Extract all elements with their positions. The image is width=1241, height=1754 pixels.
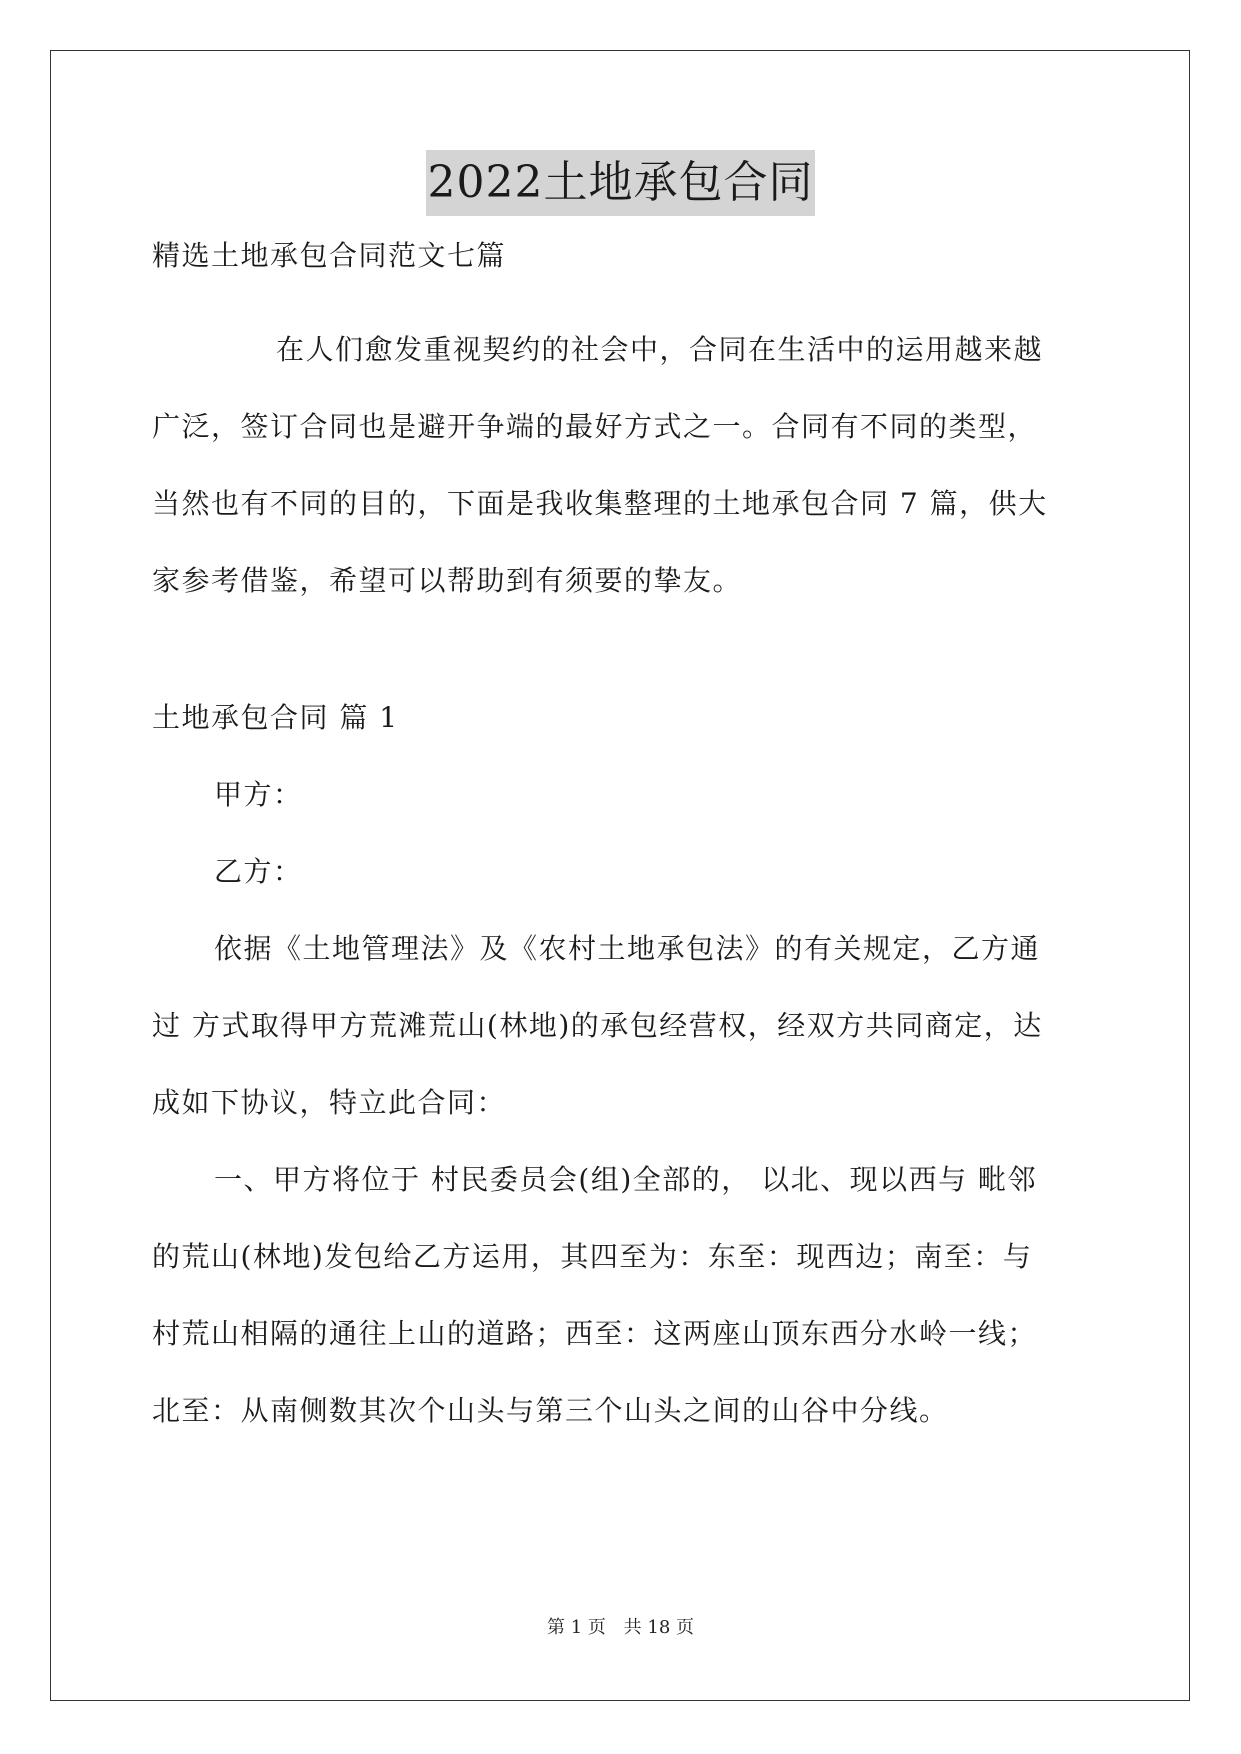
clause1-line-2: 的荒山(林地)发包给乙方运用，其四至为：东至：现西边；南至：与	[152, 1240, 1033, 1273]
intro-line-3: 当然也有不同的目的，下面是我收集整理的土地承包合同 7 篇，供大	[152, 487, 1048, 520]
clause1-line-4: 北至：从南侧数其次个山头与第三个山头之间的山谷中分线。	[152, 1394, 949, 1427]
page-number-current: 第 1 页	[547, 1617, 606, 1638]
clause1-line-3: 村荒山相隔的通往上山的道路；西至：这两座山顶东西分水岭一线；	[152, 1317, 1038, 1350]
basis-line-3: 成如下协议，特立此合同：	[152, 1086, 507, 1119]
section-heading: 土地承包合同 篇 1	[152, 701, 399, 734]
party-b-label: 乙方：	[214, 855, 303, 888]
party-a-label: 甲方：	[214, 778, 303, 811]
page-number-total: 共 18 页	[623, 1617, 694, 1638]
page-footer	[0, 1616, 1241, 1640]
intro-line-2: 广泛，签订合同也是避开争端的最好方式之一。合同有不同的类型，	[152, 410, 1038, 443]
basis-line-2: 过 方式取得甲方荒滩荒山(林地)的承包经营权，经双方共同商定，达	[152, 1009, 1043, 1042]
basis-line-1: 依据《土地管理法》及《农村土地承包法》的有关规定，乙方通	[214, 932, 1041, 965]
intro-line-1: 在人们愈发重视契约的社会中，合同在生活中的运用越来越	[276, 333, 1044, 366]
document-subtitle: 精选土地承包合同范文七篇	[152, 239, 507, 272]
document-title-wrapper	[0, 150, 1241, 216]
intro-line-4: 家参考借鉴，希望可以帮助到有须要的挚友。	[152, 564, 743, 597]
clause1-line-1: 一、甲方将位于 村民委员会(组)全部的， 以北、现以西与 毗邻	[214, 1163, 1038, 1196]
document-title: 2022土地承包合同	[426, 150, 816, 216]
